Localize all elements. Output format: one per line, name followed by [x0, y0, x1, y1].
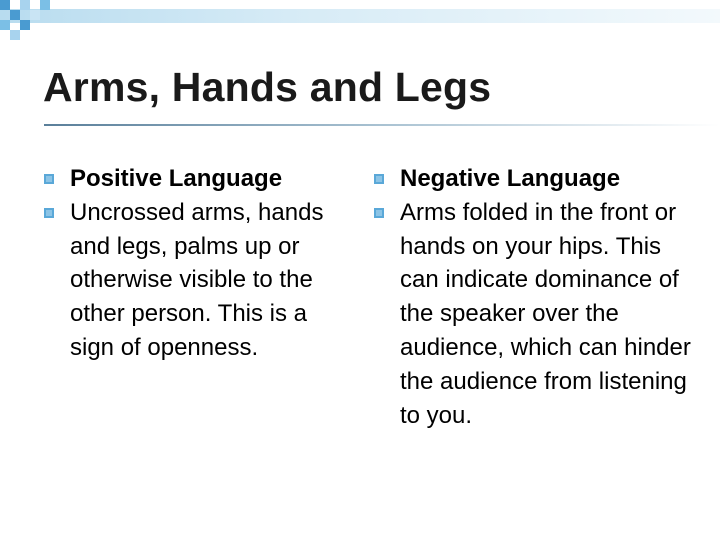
negative-language-body: Arms folded in the front or hands on your hips. This can indicate dominance of the speaker over the audience, which can hinder the audience from listening to you.: [400, 198, 691, 429]
square-bullet-icon: [374, 162, 400, 196]
square-bullet-icon: [44, 162, 70, 196]
positive-language-heading: Positive Language: [70, 165, 283, 192]
slide-title: Arms, Hands and Legs: [43, 64, 492, 110]
checkered-squares-decoration: [0, 0, 60, 50]
title-divider: [44, 124, 720, 126]
list-item: [44, 162, 354, 196]
negative-language-heading: Negative Language: [400, 165, 621, 192]
header-accent-bar: [0, 9, 720, 23]
list-item: [374, 162, 694, 196]
positive-language-column: [44, 162, 354, 365]
square-bullet-icon: [44, 196, 70, 230]
square-bullet-icon: [374, 196, 400, 230]
list-item: [374, 196, 694, 433]
list-item: [44, 196, 354, 365]
negative-language-column: [374, 162, 694, 432]
positive-language-body: Uncrossed arms, hands and legs, palms up or otherwise visible to the other person. This is a sign of openness.: [70, 198, 324, 361]
